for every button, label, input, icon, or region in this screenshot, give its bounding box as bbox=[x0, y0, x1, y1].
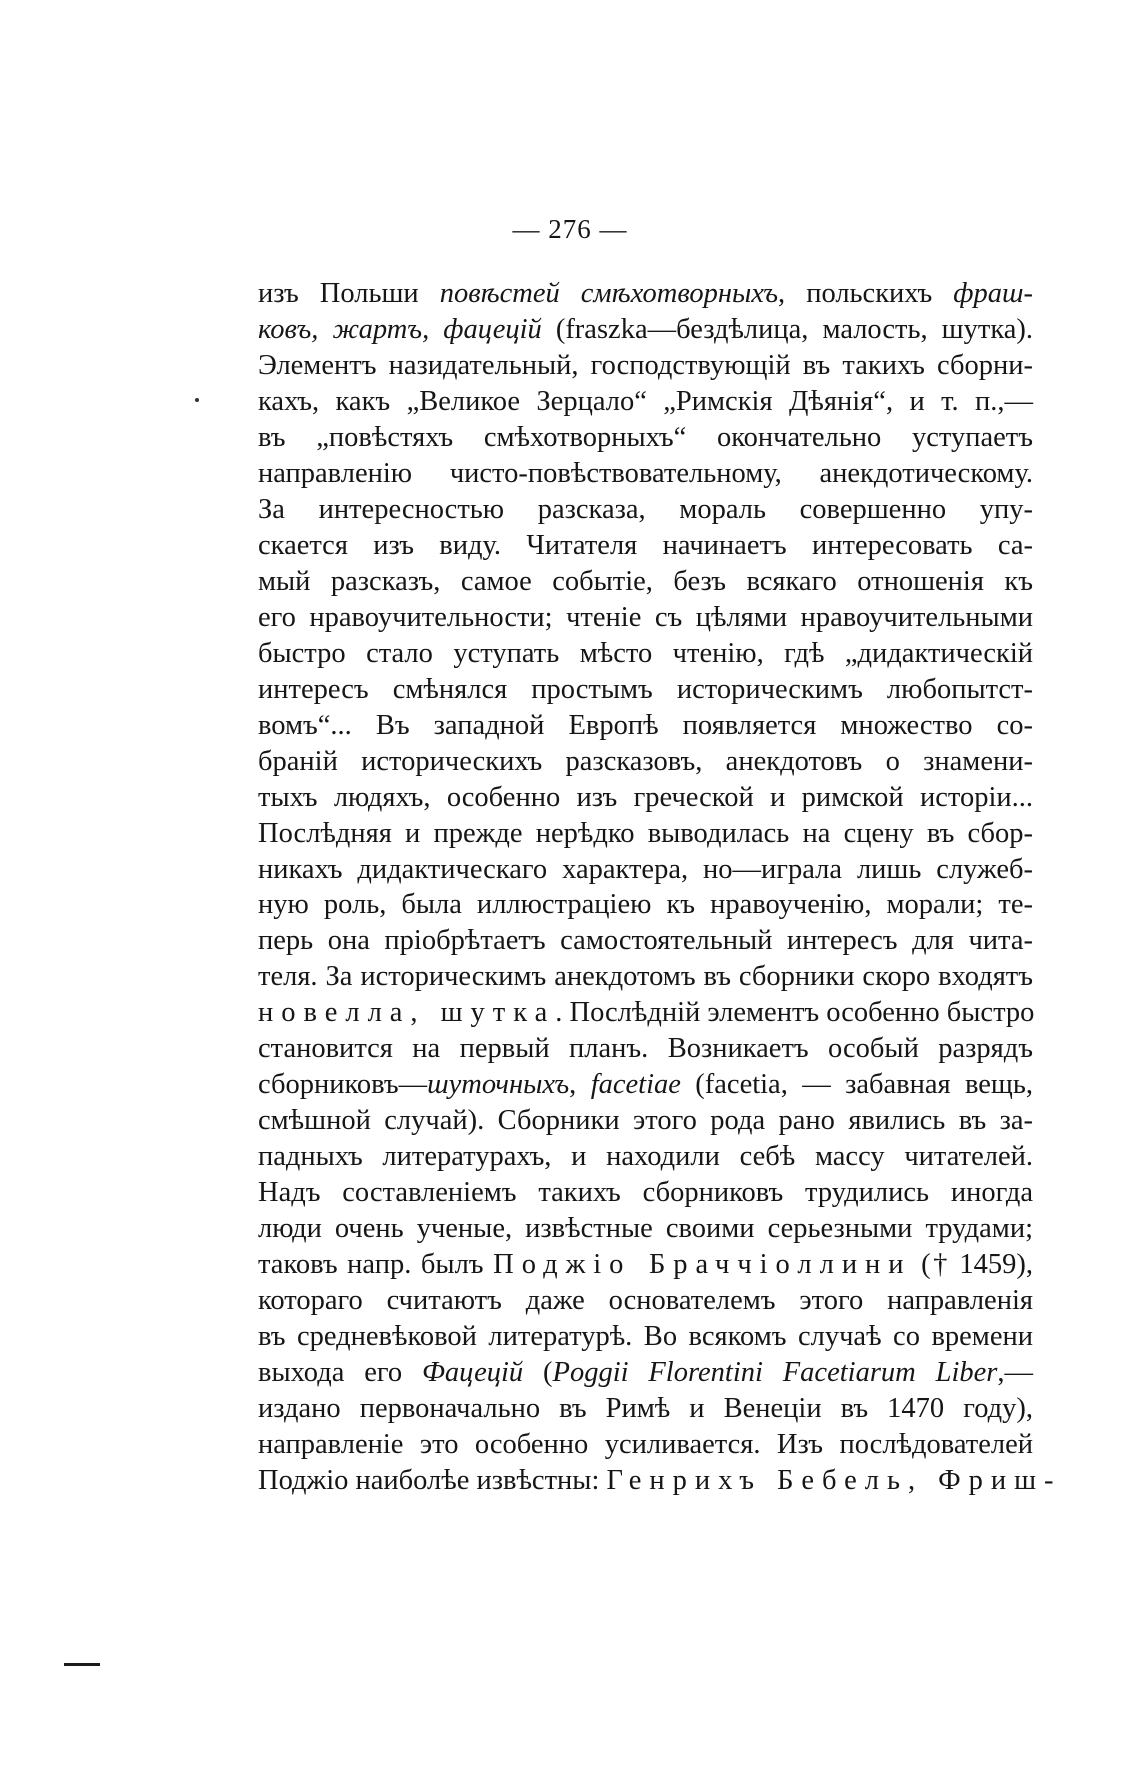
italic-text: шуточныхъ bbox=[427, 1069, 570, 1101]
text-line bbox=[258, 1283, 1033, 1319]
text-line bbox=[258, 744, 1033, 780]
text-run: въ „повѣстяхъ смѣхотворныхъ“ окончательно уступаетъ bbox=[258, 421, 1033, 453]
text-line bbox=[258, 312, 1033, 348]
text-line bbox=[258, 1247, 1033, 1283]
text-run: ,— bbox=[997, 1357, 1033, 1389]
text-run: теля. За историческимъ анекдотомъ въ сборники скоро входятъ bbox=[258, 961, 1033, 993]
text-line bbox=[258, 528, 1033, 564]
text-run: котораго считаютъ даже основателемъ этого направленія bbox=[258, 1285, 1033, 1317]
text-line bbox=[258, 780, 1033, 816]
text-run: становится на первый планъ. Возникаетъ особый разрядъ bbox=[258, 1033, 1033, 1065]
text-run: мый разсказъ, самое событіе, безъ всякаго отношенія къ bbox=[258, 565, 1033, 597]
text-line bbox=[258, 1103, 1033, 1139]
text-run: Надъ составленіемъ такихъ сборниковъ трудились иногда bbox=[258, 1177, 1033, 1209]
italic-text: ковъ, жартъ, фацецій bbox=[258, 313, 542, 345]
text-run: (fraszka—бездѣлица, малость, шутка). bbox=[541, 313, 1033, 345]
text-line bbox=[258, 1067, 1033, 1103]
text-line bbox=[258, 816, 1033, 852]
text-run: За интересностью разсказа, мораль совершенно упу- bbox=[258, 493, 1033, 525]
text-line bbox=[258, 1139, 1033, 1175]
page-number: — 276 — bbox=[512, 214, 628, 244]
text-run: быстро стало уступать мѣсто чтенію, гдѣ „дидактическій bbox=[258, 637, 1033, 669]
text-line bbox=[258, 492, 1033, 528]
text-line bbox=[258, 852, 1033, 888]
spaced-text: новелла, шутка bbox=[258, 997, 556, 1029]
text-line bbox=[258, 348, 1033, 384]
text-run: выхода его bbox=[258, 1357, 422, 1389]
text-run: браній историческихъ разсказовъ, анекдотовъ о знамени- bbox=[258, 745, 1033, 777]
text-line bbox=[258, 1427, 1033, 1463]
text-run: издано первоначально въ Римѣ и Венеціи въ 1470 году), bbox=[258, 1393, 1033, 1425]
text-run: тыхъ людяхъ, особенно изъ греческой и римской исторіи... bbox=[258, 781, 1033, 813]
text-line bbox=[258, 276, 1033, 312]
text-line bbox=[258, 995, 1033, 1031]
text-run: († 1459), bbox=[911, 1249, 1033, 1281]
text-line bbox=[258, 384, 1033, 420]
text-run: смѣшной случай). Сборники этого рода рано явились въ за- bbox=[258, 1105, 1033, 1137]
text-line bbox=[258, 1391, 1033, 1427]
text-run: . Послѣдній элементъ особенно быстро bbox=[555, 997, 1035, 1029]
spaced-text: Поджіо Браччіоллини bbox=[493, 1249, 912, 1281]
text-run: таковъ напр. былъ bbox=[258, 1249, 494, 1281]
text-line bbox=[258, 887, 1033, 923]
text-run: люди очень ученые, извѣстные своими серьезными трудами; bbox=[258, 1213, 1033, 1245]
italic-text: Фацецій bbox=[421, 1357, 524, 1389]
text-run: изъ Польши bbox=[258, 278, 440, 309]
text-run: ную роль, была иллюстраціею къ нравоученію, морали; те- bbox=[258, 889, 1033, 921]
italic-text: Poggii Florentini Facetiarum Liber bbox=[552, 1357, 998, 1389]
italic-text: фраш- bbox=[953, 278, 1033, 309]
text-run: (facetia, — забавная вещь, bbox=[680, 1069, 1034, 1101]
text-run: сборниковъ— bbox=[258, 1069, 428, 1101]
text-run: никахъ дидактическаго характера, но—играла лишь служеб- bbox=[258, 853, 1033, 885]
text-line bbox=[258, 564, 1033, 600]
text-run: падныхъ литературахъ, и находили себѣ массу читателей. bbox=[258, 1141, 1033, 1173]
text-run: ( bbox=[523, 1357, 553, 1389]
text-line bbox=[258, 1319, 1033, 1355]
text-line bbox=[258, 708, 1033, 744]
text-line bbox=[258, 420, 1033, 456]
body-text bbox=[258, 276, 1062, 1499]
text-run: направленіе это особенно усиливается. Изъ послѣдователей bbox=[258, 1429, 1033, 1460]
text-run: скается изъ виду. Читателя начинаетъ интересовать са- bbox=[258, 529, 1033, 561]
text-line bbox=[258, 1211, 1033, 1247]
text-run: Элементъ назидательный, господствующій въ такихъ сборни- bbox=[258, 349, 1033, 381]
text-run: вомъ“... Въ западной Европѣ появляется множество со- bbox=[258, 709, 1033, 741]
italic-text: повѣстей смѣхотворныхъ bbox=[439, 278, 779, 309]
text-run: перь она пріобрѣтаетъ самостоятельный интересъ для чита- bbox=[258, 925, 1033, 957]
italic-text: facetiae bbox=[590, 1069, 681, 1101]
text-run: , bbox=[569, 1069, 591, 1101]
text-run: Поджіо наиболѣе извѣстны: bbox=[258, 1464, 607, 1496]
text-line bbox=[258, 1031, 1033, 1067]
text-line bbox=[258, 1463, 1062, 1499]
text-line bbox=[258, 923, 1033, 959]
text-line bbox=[258, 456, 1033, 492]
text-run: , польскихъ bbox=[778, 278, 954, 309]
margin-dash-mark bbox=[64, 1663, 100, 1666]
text-run: въ средневѣковой литературѣ. Во всякомъ случаѣ со времени bbox=[258, 1321, 1033, 1353]
text-line bbox=[258, 672, 1033, 708]
margin-dot-mark bbox=[195, 398, 199, 402]
text-run: кахъ, какъ „Великое Зерцало“ „Римскія Дѣянія“, и т. п.,— bbox=[258, 385, 1033, 417]
text-line bbox=[258, 1355, 1033, 1391]
text-run: его нравоучительности; чтеніе съ цѣлями нравоучительными bbox=[258, 601, 1033, 633]
text-line bbox=[258, 1175, 1033, 1211]
text-line bbox=[258, 959, 1033, 995]
text-run: направленію чисто-повѣствовательному, анекдотическому. bbox=[258, 457, 1033, 489]
text-run: интересъ смѣнялся простымъ историческимъ любопытст- bbox=[258, 673, 1033, 705]
spaced-text: Генрихъ Бебель, Фриш- bbox=[606, 1464, 1062, 1496]
text-line bbox=[258, 600, 1033, 636]
text-line bbox=[258, 636, 1033, 672]
text-run: Послѣдняя и прежде нерѣдко выводилась на сцену въ сбор- bbox=[258, 817, 1033, 849]
